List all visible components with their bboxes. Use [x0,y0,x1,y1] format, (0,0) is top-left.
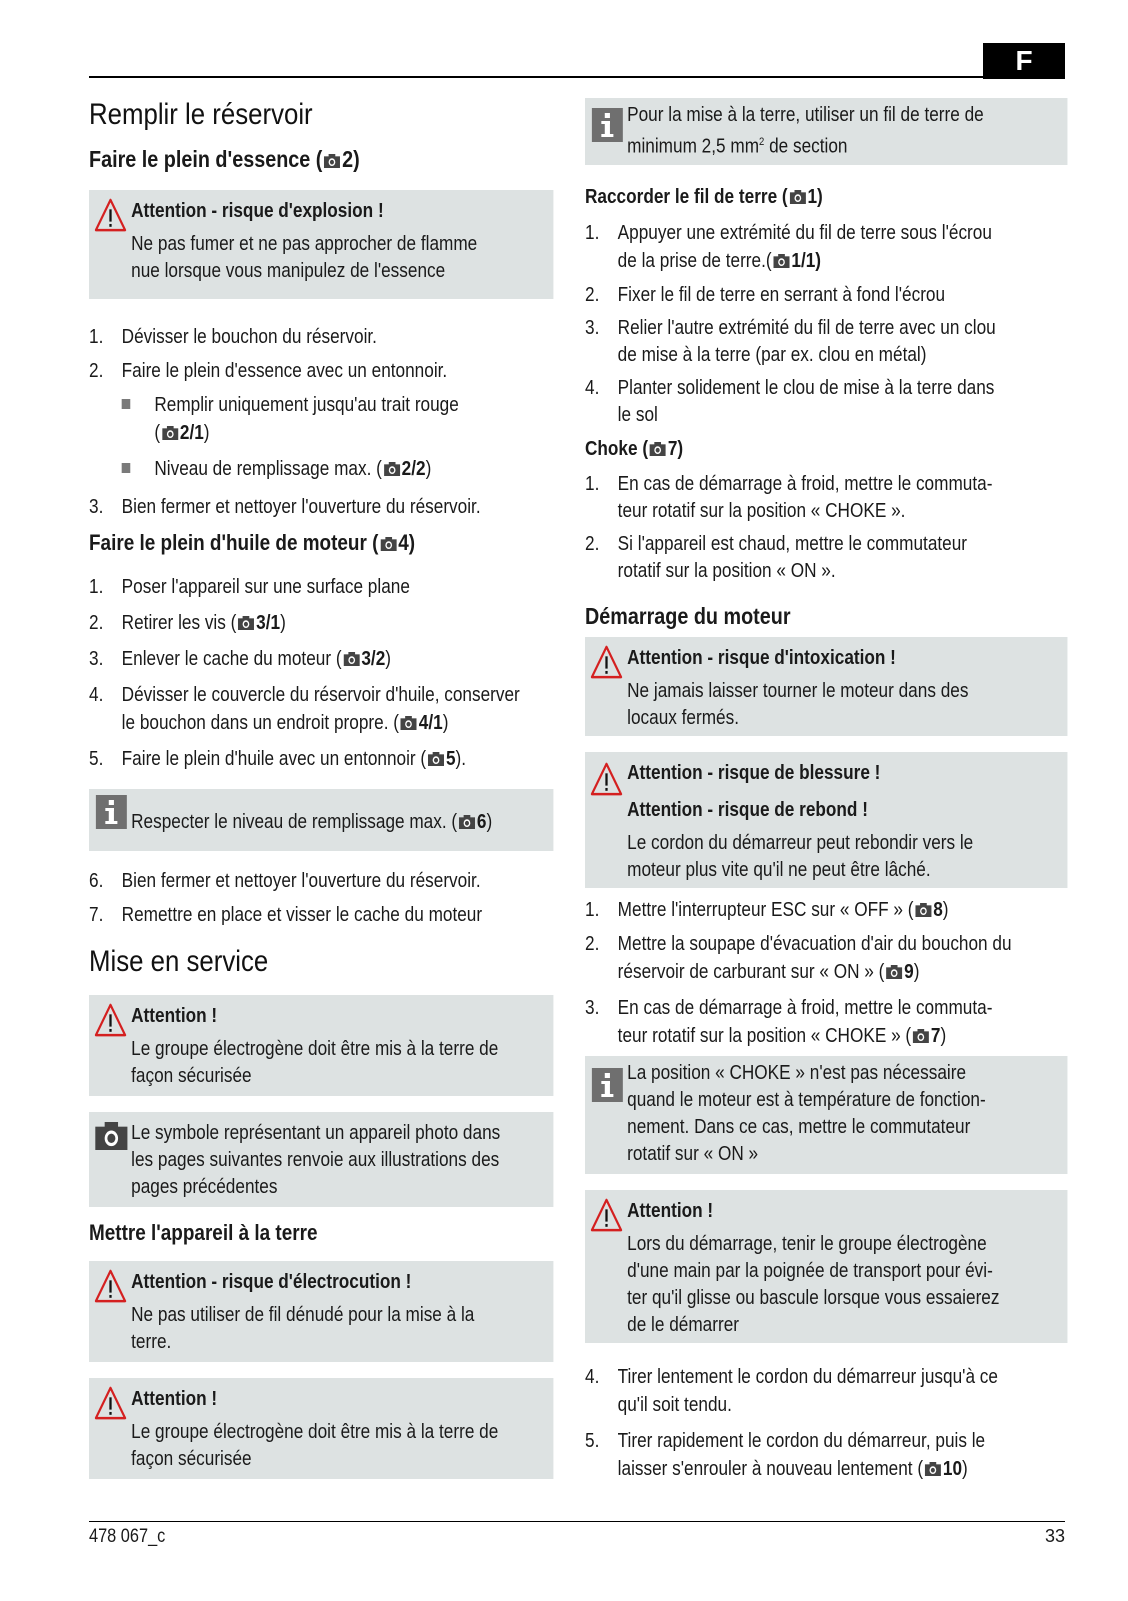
heading-commissioning: Mise en service [89,945,269,978]
camera-symbol-note: Le symbole représentant un appareil photo dans les pages suivantes renvoie aux illustrations des pages précédentes [89,1112,553,1207]
heading-fill-tank: Remplir le réservoir [89,98,313,131]
list-item: 2. Fixer le fil de terre en serrant à fond l'écrou [585,283,946,306]
start-steps-continued [585,1363,1067,1483]
connect-steps [585,219,1067,429]
list-item: 7. Remettre en place et visser le cache du moteur [89,904,483,926]
warning-icon [94,198,127,232]
bullet-icon [122,463,131,473]
fuel-steps [89,323,553,521]
camera-icon [459,815,475,829]
camera-icon [428,752,444,766]
warning-icon [94,1386,127,1420]
info-icon [94,795,128,829]
warning-icon [94,1003,127,1037]
list-item: 3. En cas de démarrage à froid, mettre le commuta- teur rotatif sur la position « CHOKE » ( 7) [585,996,993,1047]
camera-icon [238,616,254,630]
camera-icon [94,1122,128,1150]
camera-icon [401,716,417,730]
camera-icon [886,965,902,979]
document-id: 478 067_c [89,1526,166,1547]
list-item: 6. Bien fermer et nettoyer l'ouverture du réservoir. [89,870,481,892]
warning-icon [94,1269,127,1303]
list-item: 2. Si l'appareil est chaud, mettre le commutateur rotatif sur la position « ON ». [585,532,968,582]
camera-icon [324,154,340,168]
camera-icon [343,652,359,666]
info-choke: La position « CHOKE » n'est pas nécessaire quand le moteur est à température de fonction- nement. Dans ce cas, mettre le commutateur rotatif sur « ON » [585,1056,1067,1174]
page-number: 33 [1044,1526,1065,1546]
list-item: 1. Poser l'appareil sur une surface plane [89,576,410,598]
bullet-item: Remplir uniquement jusqu'au trait rouge ( 2/1) [89,391,553,447]
list-item: 2. Faire le plein d'essence avec un entonnoir. [89,360,448,382]
oil-steps [89,573,553,773]
warning-grounding-2: Attention ! Le groupe électrogène doit être mis à la terre de façon sécurisée [89,1378,553,1479]
list-item: 3. Relier l'autre extrémité du fil de terre avec un clou de mise à la terre (par ex. clou en métal) [585,316,996,366]
camera-icon [773,254,789,268]
warning-injury-rebound: Attention - risque de blessure ! Attention - risque de rebond ! Le cordon du démarreur peut rebondir vers le moteur plus vite qu'il ne peut être lâché. [585,752,1067,888]
list-item: 2. Mettre la soupape d'évacuation d'air du bouchon du réservoir de carburant sur « ON » ( 9) [585,932,1012,983]
warning-icon [590,645,623,679]
language-tab: F [983,43,1065,79]
list-item: 5. Faire le plein d'huile avec un entonnoir ( 5). [89,748,467,770]
warning-icon [590,762,623,796]
list-item: 1. Dévisser le bouchon du réservoir. [89,326,377,348]
subheading-grounding: Mettre l'appareil à la terre [89,1220,318,1245]
list-item: 4. Planter solidement le clou de mise à la terre dans le sol [585,376,995,426]
list-item: 3. Enlever le cache du moteur ( 3/2) [89,648,392,670]
camera-icon [925,1462,941,1476]
warning-icon [590,1198,623,1232]
camera-icon [650,442,666,456]
list-item: 3. Bien fermer et nettoyer l'ouverture du réservoir. [89,496,481,518]
list-item: 1. En cas de démarrage à froid, mettre le commuta- teur rotatif sur la position « CHOKE ». [585,472,993,522]
subheading-engine-start: Démarrage du moteur [585,602,791,629]
subheading-oil: Faire le plein d'huile de moteur ( 4) [89,530,416,555]
list-item: 1. Appuyer une extrémité du fil de terre sous l'écrou de la prise de terre.( 1/1) [585,221,992,272]
list-item: 2. Retirer les vis ( 3/1) [89,612,286,634]
oil-steps-continued [89,867,553,929]
subheading-choke: Choke ( 7) [585,437,684,460]
choke-steps [585,471,1067,585]
subheading-connect-wire: Raccorder le fil de terre ( 1) [585,185,823,208]
bullet-icon [122,399,131,409]
info-icon [590,108,624,142]
header-rule [89,76,1065,78]
list-item: 4. Tirer lentement le cordon du démarreur jusqu'à ce qu'il soit tendu. [585,1365,998,1416]
camera-icon [380,537,396,551]
info-icon [590,1068,624,1102]
warning-intoxication: Attention - risque d'intoxication ! Ne jamais laisser tourner le moteur dans des locaux fermés. [585,637,1067,736]
warning-explosion: Attention - risque d'explosion ! Ne pas fumer et ne pas approcher de flamme nue lorsque vous manipulez de l'essence [89,190,553,299]
subheading-fuel: Faire le plein d'essence ( 2) [89,146,360,172]
warning-start-hold: Attention ! Lors du démarrage, tenir le groupe électrogène d'une main par la poignée de transport pour évi- ter qu'il glisse ou bascule lorsque vous essaierez de le démarrer [585,1190,1067,1343]
left-column [89,96,554,1479]
warning-electrocution: Attention - risque d'électrocution ! Ne pas utiliser de fil dénudé pour la mise à la terre. [89,1261,553,1362]
camera-icon [384,462,400,476]
info-ground-wire: Pour la mise à la terre, utiliser un fil de terre de minimum 2,5 $mm^2$ de section [585,98,1067,165]
info-fill-level: Respecter le niveau de remplissage max. ( 6) [89,789,553,851]
camera-icon [162,426,178,440]
bullet-item: Niveau de remplissage max. ( 2/2) [89,455,553,483]
list-item: 4. Dévisser le couvercle du réservoir d'huile, conserver le bouchon dans un endroit propre. ( 4/1) [89,684,520,734]
start-steps [585,896,1067,1050]
camera-icon [913,1029,929,1043]
camera-icon [915,903,931,917]
footer-rule [89,1521,1065,1522]
warning-grounding: Attention ! Le groupe électrogène doit être mis à la terre de façon sécurisée [89,995,553,1096]
camera-icon [789,190,805,204]
list-item: 1. Mettre l'interrupteur ESC sur « OFF » ( 8) [585,898,949,921]
right-column [585,98,1050,1483]
list-item: 5. Tirer rapidement le cordon du démarreur, puis le laisser s'enrouler à nouveau lentement ( 10) [585,1429,986,1480]
